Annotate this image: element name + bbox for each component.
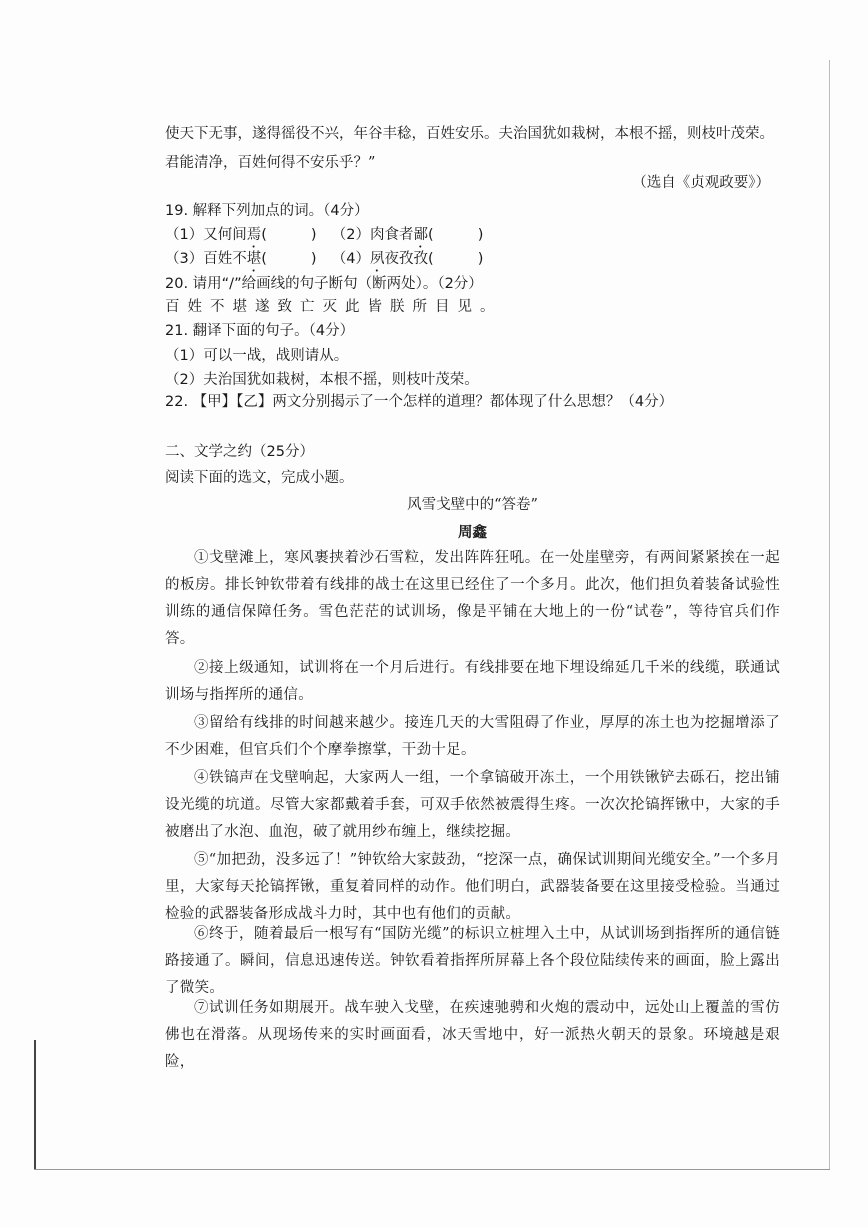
q19-item-4-close: ) [477, 251, 484, 267]
article-author: 周鑫 [458, 524, 487, 541]
q19-item-3-close: ) [310, 251, 317, 267]
q19-item-4-prefix: （4） [331, 251, 371, 267]
q19-item-1-open: ( [261, 227, 267, 243]
q20-stem: 20. 请用“/”给画线的句子断句（断两处）。（2分） [165, 276, 483, 292]
passage-line-2: 君能清净，百姓何得不安乐乎？” [165, 155, 376, 171]
q19-item-2-close: ) [477, 227, 484, 243]
section2-heading: 二、文学之约（25分） [165, 444, 314, 460]
article-paragraph-2: ②接上级通知，试训将在一个月后进行。有线排要在地下埋设绵延几千米的线缆，联通试训场与指挥所的通信。 [165, 660, 780, 703]
q19-item-2-prefix: （2）肉食者 [331, 227, 414, 243]
scan-edge-right [829, 60, 830, 1170]
q19-item-4-open: ( [428, 251, 434, 267]
article-paragraph-4: ④铁镐声在戈壁响起，大家两人一组，一个拿镐破开冻土，一个用铁锹铲去砾石，挖出铺设光缆的坑道。尽管大家都戴着手套，可双手依然被震得生疼。一次次抡镐挥锹中，大家的手被磨出了水泡、血泡，破了就用纱布缠上，继续挖掘。 [165, 770, 780, 840]
q19-item-2-dotted-char: 鄙 [413, 227, 429, 243]
article-paragraph-3: ③留给有线排的时间越来越少。接连几天的大雪阻碍了作业，厚厚的冻土也为挖掘增添了不少困难，但官兵们个个摩拳擦掌，干劲十足。 [165, 715, 780, 758]
q21-item-2: （2）夫治国犹如栽树，本根不摇，则枝叶茂荣。 [165, 372, 479, 388]
q19-row-2 [165, 248, 483, 275]
q19-item-2-open: ( [428, 227, 434, 243]
q21-item-1: （1）可以一战，战则请从。 [165, 348, 349, 364]
article-paragraph-5: ⑤“加把劲，没多远了！”钟钦给大家鼓劲，“挖深一点，确保试训期间光缆安全。”一个多月里，大家每天抡镐挥锹，重复着同样的动作。他们明白，武器装备要在这里接受检验。当通过检验的武器装备形成战斗力时，其中也有他们的贡献。 [165, 852, 780, 922]
scan-edge-left [34, 1040, 36, 1170]
passage-line-1: 使天下无事，遂得徭役不兴，年谷丰稔，百姓安乐。夫治国犹如栽树，本根不摇，则枝叶茂荣。 [165, 126, 774, 142]
q19-item-4-dotted-char: 夙 [370, 251, 385, 267]
q19-item-4-rest: 夜孜孜 [384, 251, 429, 267]
q19-item-1-prefix: （1）又何间 [165, 227, 247, 243]
q19-item-3-prefix: （3）百姓不 [165, 251, 247, 267]
article-paragraph-7: ⑦试训任务如期展开。战车驶入戈壁，在疾速驰骋和火炮的震动中，远处山上覆盖的雪仿佛也在滑落。从现场传来的实时画面看，冰天雪地中，好一派热火朝天的景象。环境越是艰险， [165, 1000, 780, 1070]
section2-instruction: 阅读下面的选文，完成小题。 [165, 470, 354, 486]
q19-item-3-open: ( [261, 251, 267, 267]
q19-row-1 [165, 224, 483, 251]
passage-source: （选自《贞观政要》） [632, 175, 770, 191]
article-title: 风雪戈壁中的“答卷” [407, 497, 538, 513]
q19-item-3-dotted-char: 堪 [246, 251, 262, 267]
q19-stem: 19. 解释下列加点的词。（4分） [165, 203, 369, 219]
q19-item-1-dotted-char: 焉 [246, 227, 262, 243]
article-paragraph-6: ⑥终于，随着最后一根写有“国防光缆”的标识立桩埋入土中，从试训场到指挥所的通信链路接通了。瞬间，信息迅速传送。钟钦看着指挥所屏幕上各个段位陆续传来的画面，脸上露出了微笑。 [165, 926, 780, 996]
q22-stem: 22. 【甲】【乙】两文分别揭示了一个怎样的道理？都体现了什么思想？（4分） [165, 394, 674, 410]
q19-item-1-close: ) [310, 227, 317, 243]
scan-edge-bottom [34, 1169, 830, 1170]
q21-stem: 21. 翻译下面的句子。（4分） [165, 323, 355, 339]
q20-sentence: 百姓不堪遂致亡灭此皆朕所目见。 [165, 299, 503, 315]
article-paragraph-1: ①戈壁滩上，寒风裹挟着沙石雪粒，发出阵阵狂吼。在一处崖壁旁，有两间紧紧挨在一起的板房。排长钟钦带着有线排的战士在这里已经住了一个多月。此次，他们担负着装备试验性训练的通信保障任务。雪色茫茫的试训场，像是平铺在大地上的一份“试卷”，等待官兵们作答。 [165, 550, 780, 647]
